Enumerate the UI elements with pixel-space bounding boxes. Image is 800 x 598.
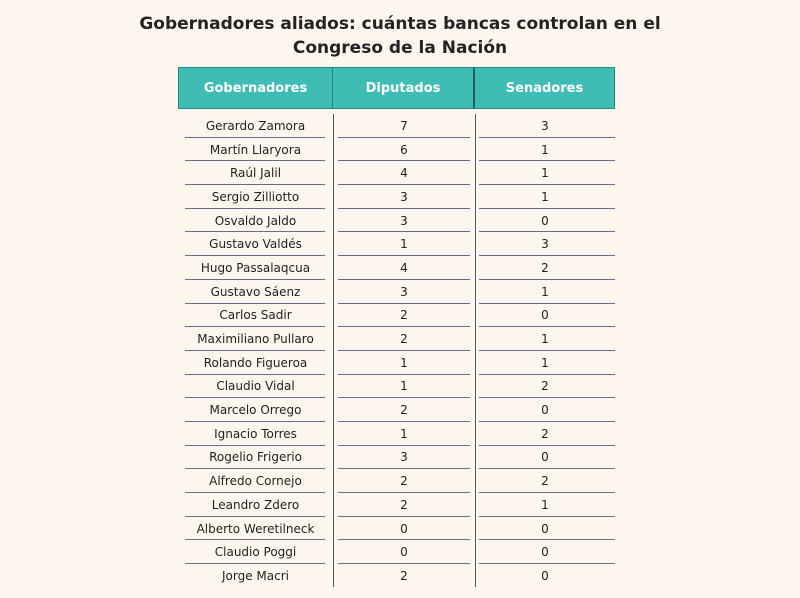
chart-title-line2: Congreso de la Nación (292, 38, 508, 58)
cell-diputados: 2 (333, 398, 475, 422)
cell-diputados: 2 (333, 327, 475, 351)
cell-diputados: 3 (333, 185, 475, 209)
cell-senadores: 3 (475, 114, 615, 138)
table-body (178, 114, 615, 588)
table-row (178, 375, 615, 399)
table-row (178, 398, 615, 422)
cell-gobernador: Raúl Jalil (178, 161, 333, 185)
cell-diputados: 2 (400, 568, 408, 583)
table-row (178, 351, 615, 375)
cell-gobernador: Gerardo Zamora (178, 114, 333, 138)
table-row (178, 446, 615, 470)
cell-diputados: 2 (333, 304, 475, 328)
cell-gobernador: Gustavo Valdés (178, 232, 333, 256)
cell-gobernador: Carlos Sadir (178, 304, 333, 328)
cell-senadores: 0 (475, 540, 615, 564)
cell-senadores: 1 (475, 327, 615, 351)
table-row (178, 161, 615, 185)
cell-diputados: 2 (333, 469, 475, 493)
cell-diputados: 3 (333, 280, 475, 304)
cell-diputados: 0 (333, 517, 475, 541)
cell-gobernador: Rolando Figueroa (178, 351, 333, 375)
cell-senadores: 0 (541, 568, 549, 583)
cell-gobernador: Claudio Vidal (178, 375, 333, 399)
chart-title-line1: Gobernadores aliados: cuántas bancas controlan en el (139, 14, 661, 34)
table-row (178, 185, 615, 209)
cell-senadores: 0 (475, 517, 615, 541)
cell-gobernador: Alberto Weretilneck (178, 517, 333, 541)
cell-senadores: 1 (475, 185, 615, 209)
cell-senadores: 3 (475, 232, 615, 256)
cell-diputados: 1 (333, 375, 475, 399)
table-row (178, 422, 615, 446)
cell-diputados: 6 (333, 138, 475, 162)
cell-gobernador: Marcelo Orrego (178, 398, 333, 422)
table-row (178, 232, 615, 256)
cell-senadores: 1 (475, 161, 615, 185)
header-diputados: Diputados (333, 67, 475, 109)
table-row (178, 469, 615, 493)
cell-gobernador: Maximiliano Pullaro (178, 327, 333, 351)
cell-gobernador: Claudio Poggi (178, 540, 333, 564)
cell-gobernador: Jorge Macri (222, 568, 289, 583)
cell-senadores: 2 (475, 256, 615, 280)
table-row (178, 517, 615, 541)
cell-diputados: 1 (333, 232, 475, 256)
cell-gobernador: Osvaldo Jaldo (178, 209, 333, 233)
cell-diputados: 1 (333, 422, 475, 446)
table-row (178, 327, 615, 351)
cell-diputados: 0 (333, 540, 475, 564)
cell-diputados: 4 (333, 256, 475, 280)
cell-gobernador: Sergio Zilliotto (178, 185, 333, 209)
cell-gobernador: Gustavo Sáenz (178, 280, 333, 304)
table-row (178, 209, 615, 233)
table-row (178, 540, 615, 564)
cell-gobernador: Leandro Zdero (178, 493, 333, 517)
cell-senadores: 2 (475, 469, 615, 493)
table-header (178, 67, 615, 109)
cell-diputados: 2 (333, 493, 475, 517)
cell-gobernador: Hugo Passalaqcua (178, 256, 333, 280)
seats-table (178, 67, 615, 588)
cell-gobernador: Alfredo Cornejo (178, 469, 333, 493)
cell-senadores: 2 (475, 422, 615, 446)
cell-gobernador: Ignacio Torres (178, 422, 333, 446)
table-row (178, 114, 615, 138)
cell-senadores: 1 (475, 138, 615, 162)
table-row (178, 138, 615, 162)
cell-senadores: 0 (475, 209, 615, 233)
cell-diputados: 1 (333, 351, 475, 375)
table-row (178, 564, 615, 588)
header-senadores: Senadores (475, 67, 615, 109)
cell-diputados: 3 (333, 446, 475, 470)
cell-senadores: 1 (475, 351, 615, 375)
cell-senadores: 2 (475, 375, 615, 399)
cell-senadores: 0 (475, 304, 615, 328)
cell-diputados: 7 (333, 114, 475, 138)
cell-diputados: 4 (333, 161, 475, 185)
table-row (178, 256, 615, 280)
cell-gobernador: Martín Llaryora (178, 138, 333, 162)
cell-senadores: 1 (475, 280, 615, 304)
table-row (178, 280, 615, 304)
header-gobernadores: Gobernadores (178, 67, 333, 109)
cell-senadores: 0 (475, 398, 615, 422)
cell-senadores: 0 (475, 446, 615, 470)
table-row (178, 304, 615, 328)
cell-diputados: 3 (333, 209, 475, 233)
chart-title (0, 12, 800, 60)
cell-gobernador: Rogelio Frigerio (178, 446, 333, 470)
cell-senadores: 1 (475, 493, 615, 517)
table-row (178, 493, 615, 517)
